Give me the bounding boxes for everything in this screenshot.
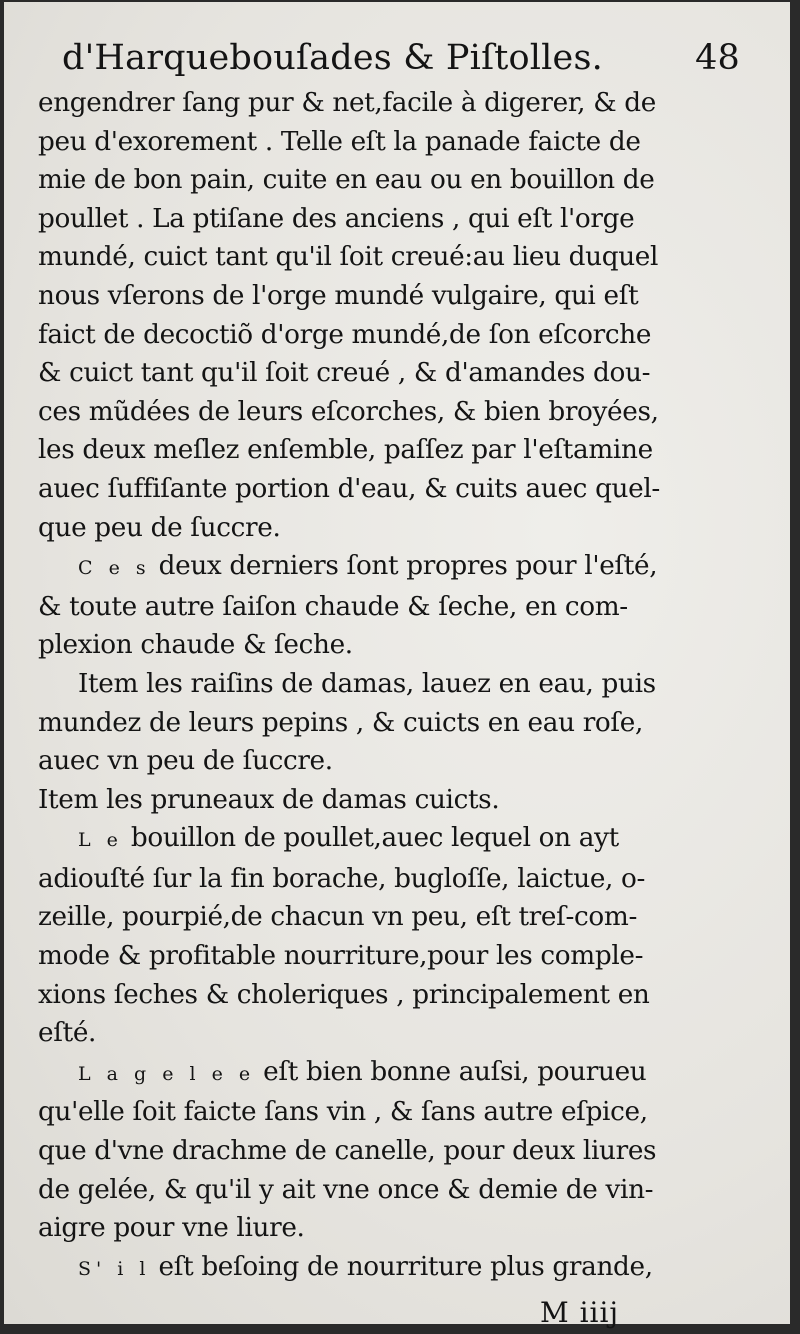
- line-text: eſté.: [38, 1018, 97, 1049]
- text-line: [38, 626, 750, 665]
- text-line: [38, 161, 750, 200]
- text-line: [78, 665, 750, 704]
- small-caps-lead: L e: [78, 829, 123, 852]
- line-text: mode & profitable nourriture,pour les comple-: [38, 941, 644, 972]
- line-text: eſt bien bonne auſsi, pourueu: [255, 1056, 647, 1087]
- text-line: [38, 200, 750, 239]
- text-line: [38, 860, 750, 899]
- line-text: faict de decoctiõ d'orge mundé,de ſon eſcorche: [38, 319, 652, 350]
- text-line: [38, 509, 750, 548]
- text-line: [38, 742, 750, 781]
- line-text: peu d'exorement . Telle eſt la panade faicte de: [38, 126, 641, 157]
- text-line: [38, 1209, 750, 1248]
- line-text: engendrer ſang pur & net,facile à digerer, & de: [38, 88, 656, 118]
- body-text: [38, 84, 750, 1288]
- line-text: adiouſté ſur la fin borache, bugloſſe, laictue, o-: [38, 863, 646, 894]
- text-line: [38, 1132, 750, 1171]
- text-line: [38, 277, 750, 316]
- line-text: bouillon de poullet,auec lequel on ayt: [122, 823, 619, 854]
- text-line: [38, 84, 750, 123]
- text-line: [78, 1248, 750, 1289]
- text-line: [38, 238, 750, 277]
- small-caps-lead: L a g e l e e: [78, 1062, 256, 1085]
- text-line: [78, 819, 750, 860]
- running-title: d'Harquebouſades & Piſtolles.: [62, 38, 603, 78]
- small-caps-lead: S' i l: [78, 1257, 151, 1280]
- line-text: deux derniers ſont propres pour l'eſté,: [150, 551, 658, 582]
- text-line: [38, 1093, 750, 1132]
- line-text: aigre pour vne liure.: [38, 1213, 305, 1244]
- line-text: mundez de leurs pepins , & cuicts en eau roſe,: [38, 707, 643, 738]
- text-line: [38, 123, 750, 162]
- text-line: [38, 937, 750, 976]
- text-line: [38, 898, 750, 937]
- line-text: nous vſerons de l'orge mundé vulgaire, qui eſt: [38, 280, 639, 311]
- small-caps-lead: C e s: [78, 557, 151, 580]
- text-line: [38, 1171, 750, 1210]
- line-text: qu'elle ſoit faicte ſans vin , & ſans autre eſpice,: [38, 1097, 648, 1128]
- line-text: que peu de ſuccre.: [38, 512, 281, 543]
- line-text: plexion chaude & ſeche.: [38, 630, 353, 661]
- text-line: [38, 976, 750, 1015]
- line-text: mie de bon pain, cuite en eau ou en bouillon de: [38, 165, 655, 196]
- running-head: [62, 32, 750, 84]
- line-text: xions ſeches & choleriques , principalement en: [38, 979, 650, 1010]
- line-text: & toute autre ſaiſon chaude & ſeche, en com-: [38, 591, 628, 622]
- line-text: Item les pruneaux de damas cuicts.: [38, 784, 500, 815]
- book-page: [4, 2, 790, 1330]
- text-line: [38, 781, 750, 820]
- line-text: poullet . La ptiſane des anciens , qui eſt l'orge: [38, 203, 635, 234]
- line-text: que d'vne drachme de canelle, pour deux liures: [38, 1136, 657, 1167]
- text-line: [78, 1053, 750, 1094]
- line-text: mundé, cuict tant qu'il ſoit creué:au lieu duquel: [38, 242, 659, 273]
- line-text: de gelée, & qu'il y ait vne once & demie de vin-: [38, 1174, 654, 1205]
- text-line: [38, 393, 750, 432]
- line-text: auec ſuffiſante portion d'eau, & cuits auec quel-: [38, 473, 660, 504]
- text-line: [38, 470, 750, 509]
- text-line: [38, 431, 750, 470]
- text-line: [38, 704, 750, 743]
- line-text: auec vn peu de ſuccre.: [38, 746, 333, 777]
- text-line: [38, 588, 750, 627]
- text-line: [78, 547, 750, 588]
- line-text: Item les raiſins de damas, lauez en eau, puis: [78, 668, 656, 699]
- text-line: [38, 316, 750, 355]
- line-text: & cuict tant qu'il ſoit creué , & d'amandes dou-: [38, 358, 651, 389]
- line-text: zeille, pourpié,de chacun vn peu, eſt treſ-com-: [38, 902, 637, 933]
- page-number: 48: [695, 38, 740, 78]
- line-text: ces mũdées de leurs eſcorches, & bien broyées,: [38, 396, 659, 427]
- signature-mark: M iiij: [540, 1296, 620, 1330]
- line-text: eſt beſoing de nourriture plus grande,: [150, 1251, 653, 1282]
- text-line: [38, 354, 750, 393]
- line-text: les deux meſlez enſemble, paſſez par l'eſtamine: [38, 435, 653, 466]
- text-line: [38, 1014, 750, 1053]
